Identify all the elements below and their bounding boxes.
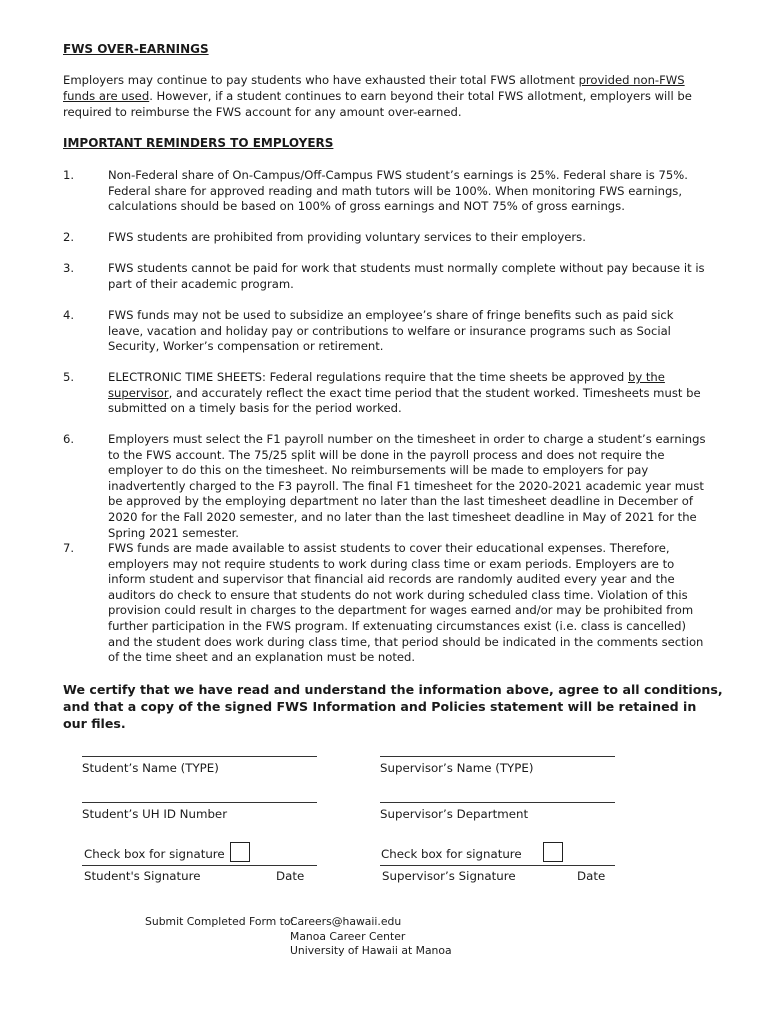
submit-office: Manoa Career Center: [290, 929, 406, 943]
student-signature-label: Student's Signature: [84, 869, 201, 883]
item-number: 1.: [63, 168, 75, 182]
supervisor-signature-label: Supervisor’s Signature: [382, 869, 516, 883]
item-text: FWS funds are made available to assist students to cover their educational expenses. Therefore, employers may not require students to work during class time or exam periods. Employers are to inform student and supervisor that financial aid records are randomly audited every year and the auditors do check to ensure that students do not work during scheduled class time. Violation of this provision could result in charges to the department for wages earned and/or may be prohibited from further participation in the FWS program. If extenuating circumstances exist (i.e. class is cancelled) and the student does work during class time, that period should be indicated in the comments section of the time sheet and an explanation must be noted.: [108, 541, 704, 665]
submit-university: University of Hawaii at Manoa: [290, 944, 452, 957]
supervisor-check-label: Check box for signature: [381, 847, 522, 861]
heading-reminders: IMPORTANT REMINDERS TO EMPLOYERS: [63, 136, 334, 150]
heading-over-earnings: FWS OVER-EARNINGS: [63, 42, 209, 56]
item-number: 5.: [63, 370, 75, 384]
intro-underlined: provided non-FWS funds are used: [63, 73, 685, 103]
item-text: FWS students cannot be paid for work that students must normally complete without pay because it is part of their academic program.: [108, 261, 705, 291]
submit-email[interactable]: Careers@hawaii.edu: [290, 915, 402, 928]
intro-text-2: . However, if a student continues to earn beyond their total FWS allotment, employers will be required to reimburse the FWS account for any amount over-earned.: [63, 89, 692, 119]
item-text: [108, 370, 706, 417]
supervisor-signature-line: [380, 865, 615, 866]
item-text-underlined: by the supervisor: [108, 370, 665, 400]
item-text: Non-Federal share of On-Campus/Off-Campus FWS student’s earnings is 25%. Federal share is 75%. Federal share for approved reading and math tutors will be 100%. When monitoring FWS earnings, calculations should be based on 100% of gross earnings and NOT 75% of gross earnings.: [108, 168, 688, 214]
student-name-label: Student’s Name (TYPE): [82, 761, 219, 775]
item-text-b: , and accurately reflect the exact time period that the student worked. Timesheets must be submitted on a timely basis for the period worked.: [108, 385, 701, 416]
item-number: 4.: [63, 308, 75, 322]
supervisor-dept-line[interactable]: [380, 802, 615, 803]
item-text: Employers must select the F1 payroll number on the timesheet in order to charge a student’s earnings to the FWS account. The 75/25 split will be done in the payroll process and does not require the employer to do this on the timesheet. No reimbursements will be made to employers for pay inadvertently charged to the F3 payroll. The final F1 timesheet for the 2020-2021 academic year must be approved by the employing department no later than the last timesheet deadline in December of 2020 for the Fall 2020 semester, and no later than the last timesheet deadline in May of 2021 for the Spring 2021 semester.: [108, 432, 706, 540]
student-signature-checkbox[interactable]: [230, 842, 250, 862]
intro-paragraph: [63, 72, 713, 120]
supervisor-signature-checkbox[interactable]: [543, 842, 563, 862]
item-number: 7.: [63, 541, 75, 555]
item-number: 3.: [63, 261, 75, 275]
student-name-line[interactable]: [82, 756, 317, 757]
submit-address: [290, 915, 452, 959]
item-text-a: ELECTRONIC TIME SHEETS: Federal regulations require that the time sheets be approved: [108, 370, 628, 384]
intro-text-1: Employers may continue to pay students who have exhausted their total FWS allotment: [63, 73, 579, 87]
student-id-label: Student’s UH ID Number: [82, 807, 228, 821]
supervisor-dept-label: Supervisor’s Department: [380, 807, 529, 821]
student-signature-line: [82, 865, 317, 866]
student-id-line[interactable]: [82, 802, 317, 803]
student-date-label: Date: [276, 869, 305, 883]
supervisor-date-label: Date: [577, 869, 606, 883]
item-number: 6.: [63, 432, 75, 446]
item-text: FWS students are prohibited from providing voluntary services to their employers.: [108, 230, 586, 244]
supervisor-name-line[interactable]: [380, 756, 615, 757]
item-number: 2.: [63, 230, 75, 244]
supervisor-name-label: Supervisor’s Name (TYPE): [380, 761, 534, 775]
item-text: FWS funds may not be used to subsidize an employee’s share of fringe benefits such as paid sick leave, vacation and holiday pay or contributions to welfare or insurance programs such as Social Security, Worker’s compensation or retirement.: [108, 308, 674, 354]
submit-label: Submit Completed Form to:: [145, 915, 295, 928]
student-check-label: Check box for signature: [84, 847, 225, 861]
certification-statement: We certify that we have read and understand the information above, agree to all conditions, and that a copy of the signed FWS Information and Policies statement will be retained in our files.: [63, 682, 723, 731]
